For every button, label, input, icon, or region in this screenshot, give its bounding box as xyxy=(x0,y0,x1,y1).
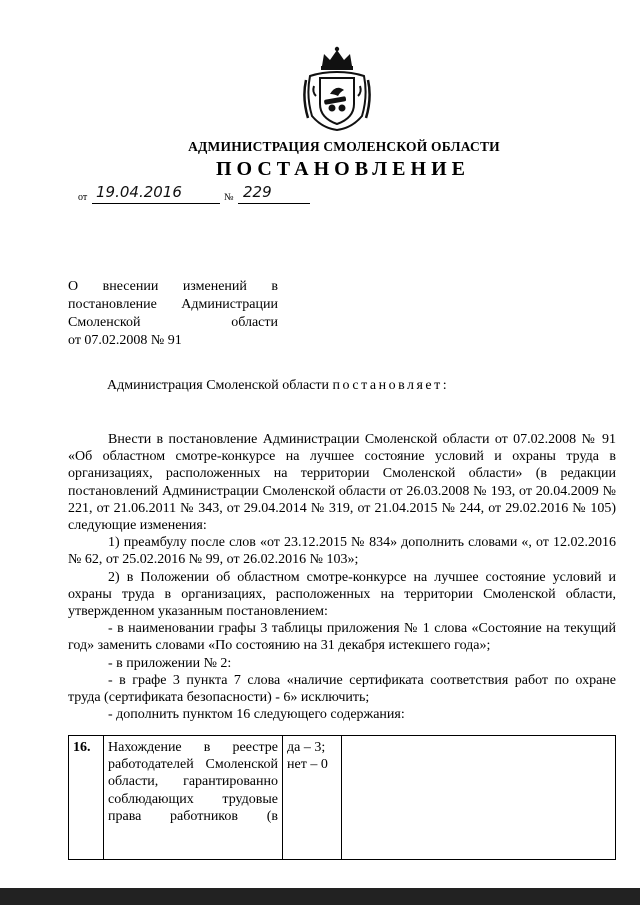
preamble-text: Администрация Смоленской области xyxy=(107,378,333,393)
number-handwritten: 229 xyxy=(243,183,272,201)
scan-bottom-edge xyxy=(0,888,640,905)
resolution-preamble xyxy=(107,378,449,394)
body-paragraph: 1) преамбулу после слов «от 23.12.2015 № 834» дополнить словами «, от 12.02.2016 № 62, от 25.02.2016 № 99, от 26.02.2016 № 103»; xyxy=(68,535,616,568)
preamble-verb: постановляет: xyxy=(332,378,450,393)
criteria-table xyxy=(68,735,616,860)
criterion-line: соблюдающих трудовые xyxy=(108,791,278,807)
body-paragraph: - в наименовании графы 3 таблицы приложения № 1 слова «Состояние на текущий год» заменить словами «По состоянию на 31 декабря истекшего года»; xyxy=(68,621,616,654)
table-row xyxy=(69,736,616,860)
table-cell-empty xyxy=(342,736,616,860)
body-paragraph: - дополнить пунктом 16 следующего содержания: xyxy=(108,707,405,723)
criterion-line: Нахождение в реестре xyxy=(108,740,278,755)
coat-of-arms-emblem xyxy=(302,46,372,132)
subject-block xyxy=(68,278,278,350)
table-cell-criterion xyxy=(104,736,283,860)
criterion-line: права работников (в xyxy=(108,808,278,824)
body-paragraph: - в приложении № 2: xyxy=(108,655,232,671)
date-underline xyxy=(92,203,220,204)
number-underline xyxy=(238,203,310,204)
organization-title: АДМИНИСТРАЦИЯ СМОЛЕНСКОЙ ОБЛАСТИ xyxy=(188,139,500,154)
document-type-title: ПОСТАНОВЛЕНИЕ xyxy=(216,158,470,180)
criterion-line: работодателей Смоленской xyxy=(108,757,278,773)
subject-line: О внесении изменений в xyxy=(68,279,278,294)
document-body xyxy=(68,431,616,723)
date-number-line xyxy=(68,183,318,205)
score-yes: да – 3; xyxy=(287,740,326,755)
score-no: нет – 0 xyxy=(287,757,328,773)
date-handwritten: 19.04.2016 xyxy=(96,183,182,201)
table-cell-score xyxy=(283,736,342,860)
body-paragraph: Внести в постановление Администрации Смоленской области от 07.02.2008 № 91 «Об областном смотре-конкурсе на лучшее состояние условий и охраны труда в организациях, расположенных на территории Смоленской области» (в редакции постановлений Администрации Смоленской области от 26.03.2008 № 193, от 20.04.2009 № 221, от 21.06.2011 № 343, от 29.04.2014 № 319, от 21.04.2015 № 244, от 29.02.2016 № 105) следующие изменения: xyxy=(68,432,616,534)
number-label: № xyxy=(224,192,234,203)
criterion-line: области, гарантированно xyxy=(108,774,278,790)
subject-line: от 07.02.2008 № 91 xyxy=(68,333,182,348)
table-cell-number: 16. xyxy=(69,736,104,860)
subject-line: постановление Администрации xyxy=(68,297,278,312)
date-label: от xyxy=(78,192,88,203)
subject-line: Смоленской области xyxy=(68,315,278,330)
body-paragraph: - в графе 3 пункта 7 слова «наличие сертификата соответствия работ по охране труда (сертификата безопасности) - 6» исключить; xyxy=(68,672,616,706)
body-paragraph: 2) в Положении об областном смотре-конкурсе на лучшее состояние условий и охраны труда в организациях, расположенных на территории Смоленской области, утвержденном указанным постановлением: xyxy=(68,569,616,620)
